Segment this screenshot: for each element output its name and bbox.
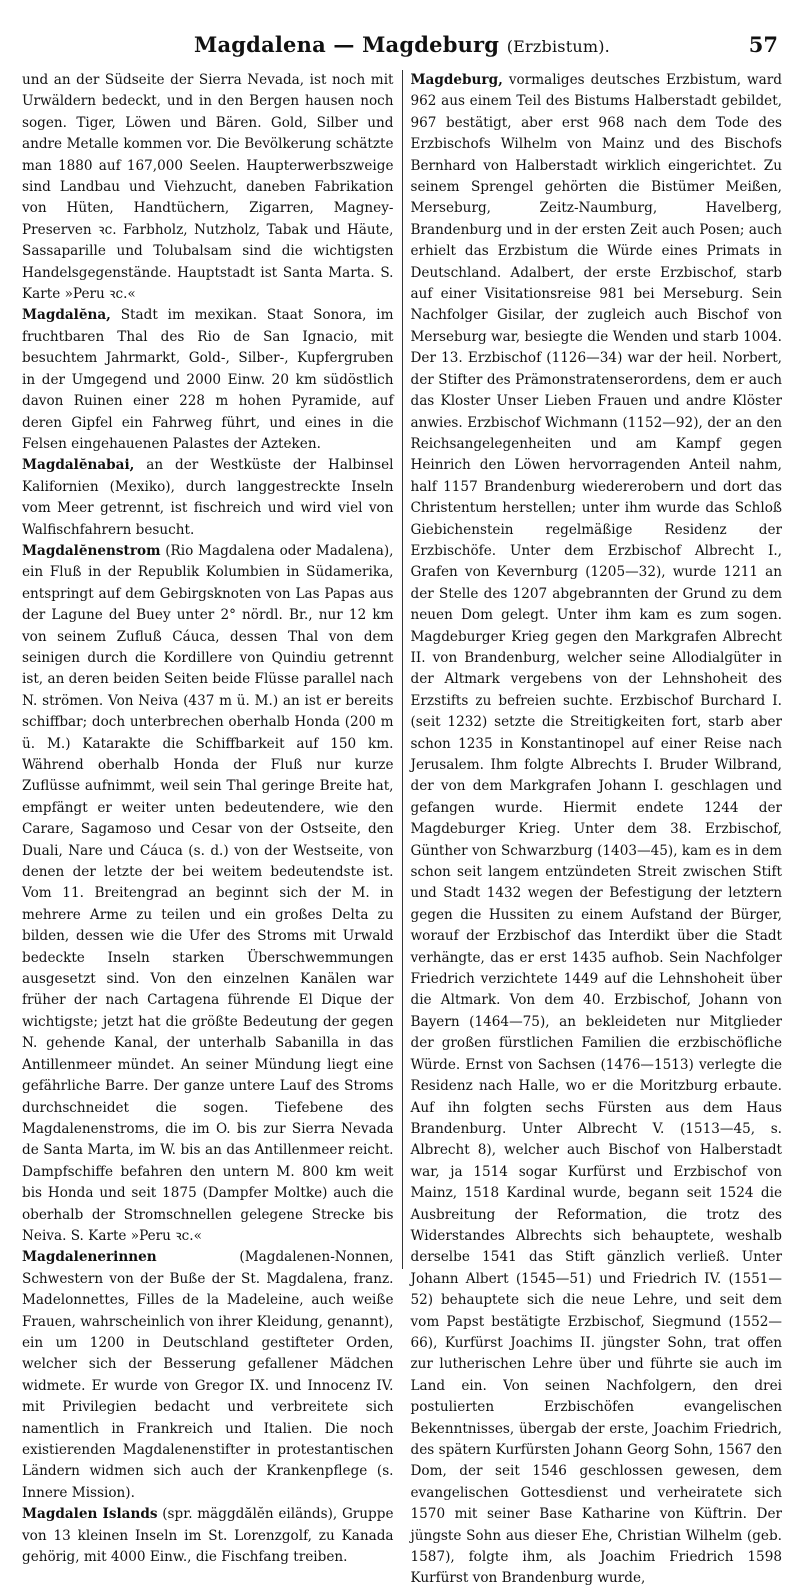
entry-paragraph: [22, 1504, 394, 1568]
entry-text: vormaliges deutsches Erzbistum, ward 962 aus einem Teil des Bistums Halberstadt gebildet, 967 bestätigt, aber erst 968 nach dem Tode des Erzbischofs Wilhelm von Mainz und des Bischofs Bernhard von Halberstadt wirklich eingerichtet. Zu seinem Sprengel gehörten die Bistümer Meißen, Merseburg, Zeitz-Naumburg, Havelberg, Brandenburg und in der ersten Zeit auch Posen; auch erhielt das Erzbistum die Würde eines Primats in Deutschland. Adalbert, der erste Erzbischof, starb auf einer Visitationsreise 981 bei Merseburg. Sein Nachfolger Gisilar, der zugleich auch Bischof von Merseburg war, besiegte die Wenden und starb 1004. Der 13. Erzbischof (1126—34) war der heil. Norbert, der Stifter des Prämonstratenserordens, dem er auch das Kloster Unser Lieben Frauen und andre Klöster anwies. Erzbischof Wichmann (1152—92), der an den Reichsangelegenheiten und am Kampf gegen Heinrich den Löwen hervorragenden Anteil nahm, half 1157 Brandenburg wiedererobern und dort das Christentum herstellen; unter ihm wurde das Schloß Giebichenstein regelmäßige Residenz der Erzbischöfe. Unter dem Erzbischof Albrecht I., Grafen von Kevernburg (1205—32), wurde 1211 an der Stelle des 1207 abgebrannten der Grund zu dem neuen Dom gelegt. Unter ihm kam es zum sogen. Magdeburger Krieg gegen den Markgrafen Albrecht II. von Brandenburg, welcher seine Allodialgüter in der Altmark vergebens von der Lehnshoheit des Erzstifts zu befreien suchte. Erzbischof Burchard I. (seit 1232) setzte die Streitigkeiten fort, starb aber schon 1235 in Konstantinopel auf einer Reise nach Jerusalem. Ihm folgte Albrechts I. Bruder Wilbrand, der von dem Markgrafen Johann I. geschlagen und gefangen wurde. Hiermit endete 1244 der Magdeburger Krieg. Unter dem 38. Erzbischof, Günther von Schwarzburg (1403—45), kam es in dem schon seit langem entzündeten Streit zwischen Stift und Stadt 1432 wegen der Befestigung der letztern gegen die Hussiten zu einem Aufstand der Bürger, worauf der Erzbischof das Interdikt über die Stadt verhängte, das er erst 1435 aufhob. Sein Nachfolger Friedrich verzichtete 1449 auf die Lehnshoheit über die Altmark. Von dem 40. Erzbischof, Johann von Bayern (1464—75), an bekleideten nur Mitglieder der großen fürstlichen Familien die erzbischöfliche Würde. Ernst von Sachsen (1476—1513) verlegte die Residenz nach Halle, wo er die Moritzburg erbaute. Auf ihn folgten sechs Fürsten aus dem Haus Brandenburg. Unter Albrecht V. (1513—45, s. Albrecht 8), welcher auch Bischof von Halberstadt war, ja 1514 sogar Kurfürst und Erzbischof von Mainz, 1518 Kardinal wurde, begann seit 1524 die Ausbreitung der Reformation, die trotz des Widerstandes Albrechts sich behauptete, weshalb derselbe 1541 das Stift gänzlich verließ. Unter Johann Albert (1545—51) und Friedrich IV. (1551—52) behauptete sich die neue Lehre, und seit dem vom Papst bestätigte Erzbischof, Siegmund (1552—66), Kurfürst Joachims II. jüngster Sohn, trat offen zur lutherischen Lehre über und führte sie auch im Land ein. Von seinen Nachfolgern, den drei postulierten Erzbischöfen evangelischen Bekenntnisses, übergab der erste, Joachim Friedrich, des spätern Kurfürsten Johann Georg Sohn, 1567 den Dom, der seit 1546 geschlossen gewesen, dem evangelischen Gottesdienst und verheiratete sich 1570 mit seiner Base Katharine von Küftrin. Der jüngste Sohn aus dieser Ehe, Christian Wilhelm (geb. 1587), folgte ihm, als Joachim Friedrich 1598 Kurfürst von Brandenburg wurde,: [410, 72, 782, 1587]
entry-paragraph: [22, 1247, 394, 1504]
entry-lemma: Magdalĕna,: [22, 307, 111, 324]
entry-paragraph: [22, 70, 394, 305]
entry-lemma: Magdalĕnenstrom: [22, 542, 161, 559]
running-title-sub: (Erzbistum).: [506, 37, 610, 56]
entry-text: (Magdalenen-Nonnen, Schwestern von der Buße der St. Magdalena, franz. Madelonnettes, Filles de la Madeleine, auch weiße Frauen, wahrscheinlich von ihrer Kleidung, genannt), ein um 1200 in Deutschland gestifteter Orden, welcher sich der Besserung gefallener Mädchen widmete. Er wurde von Gregor IX. und Innocenz IV. mit Privilegien bedacht und verbreitete sich namentlich in Frankreich und Italien. Die noch existierenden Magdalenenstifter in protestantischen Ländern widmen sich auch der Krankenpflege (s. Innere Mission).: [22, 1249, 394, 1501]
entry-text: Stadt im mexikan. Staat Sonora, im fruchtbaren Thal des Rio de San Ignacio, mit besuchtem Jahrmarkt, Gold-, Silber-, Kupfergruben in der Umgegend und 2000 Einw. 20 km südöstlich davon Ruinen einer 228 m hohen Pyramide, auf deren Gipfel ein Fahrweg führt, und eines in die Felsen eingehauenen Palastes der Azteken.: [22, 307, 394, 452]
entry-paragraph: [22, 455, 394, 541]
entry-lemma: Magdalĕnabai,: [22, 457, 135, 474]
running-title: [22, 32, 782, 57]
column-divider: [402, 70, 403, 1269]
entry-paragraph: [22, 305, 394, 455]
entry-lemma: Magdalen Islands: [22, 1506, 158, 1523]
page-number: 57: [748, 32, 778, 57]
entry-text: (spr. mäggdălĕn eiländs), Gruppe von 13 kleinen Inseln im St. Lorenzgolf, zu Kanada gehörig, mit 4000 Einw., die Fischfang treiben.: [22, 1506, 394, 1566]
entry-lemma: Magdeburg,: [410, 72, 503, 88]
left-column: [22, 70, 394, 1566]
page-header: [22, 28, 782, 62]
entry-text: und an der Südseite der Sierra Nevada, ist noch mit Urwäldern bedeckt, und in den Bergen hausen noch sogen. Tiger, Löwen und Bären. Gold, Silber und andre Metalle kommen vor. Die Bevölkerung schätzte man 1880 auf 167,000 Seelen. Haupterwerbszweige sind Landbau und Viehzucht, daneben Fabrikation von Hüten, Handtüchern, Zigarren, Magney-Preserven ꝛc. Farbholz, Nutzholz, Tabak und Häute, Sassaparille und Tolubalsam sind die wichtigsten Handelsgegenstände. Hauptstadt ist Santa Marta. S. Karte »Peru ꝛc.«: [22, 72, 394, 303]
entry-paragraph: [411, 70, 783, 1590]
entry-paragraph: [22, 541, 394, 1247]
entry-lemma: Magdalenerinnen: [22, 1249, 157, 1266]
entry-text: (Rio Magdalena oder Madalena), ein Fluß in der Republik Kolumbien in Südamerika, entspringt auf dem Gebirgsknoten von Las Papas aus der Lagune del Buey unter 2° nördl. Br., nur 12 km von seinem Zufluß Cáuca, dessen Thal von dem seinigen durch die Kordillere von Quindiu getrennt ist, an deren beiden Seiten beide Flüsse parallel nach N. strömen. Von Neiva (437 m ü. M.) an ist er bereits schiffbar; doch unterbrechen oberhalb Honda (200 m ü. M.) Katarakte die Schiffbarkeit auf 150 km. Während oberhalb Honda der Fluß nur kurze Zuflüsse aufnimmt, weil sein Thal geringe Breite hat, empfängt er weiter unten bedeutendere, wie den Carare, Sagamoso und Cesar von der Ostseite, den Duali, Nare und Cáuca (s. d.) von der Westseite, von denen der letzte der bei weitem bedeutendste ist. Vom 11. Breitengrad an beginnt sich der M. in mehrere Arme zu teilen und ein großes Delta zu bilden, dessen wie die Ufer des Stroms mit Urwald bedeckte Inseln starken Überschwemmungen ausgesetzt sind. Von den einzelnen Kanälen war früher der nach Cartagena führende El Dique der wichtigste; jetzt hat die größte Bedeutung der gegen N. gehende Kanal, der unterhalb Sabanilla in das Antillenmeer mündet. An seiner Mündung liegt eine gefährliche Barre. Der ganze untere Lauf des Stroms durchschneidet die sogen. Tiefebene des Magdalenenstroms, die im O. bis zur Sierra Nevada de Santa Marta, im W. bis an das Antillenmeer reicht. Dampfschiffe befahren den untern M. 800 km weit bis Honda und seit 1875 (Dampfer Moltke) auch die oberhalb der Stromschnellen gelegene Strecke bis Neiva. S. Karte »Peru ꝛc.«: [22, 542, 394, 1244]
right-column: [410, 70, 783, 1587]
text-columns: [22, 70, 782, 1587]
entry-text: an der Westküste der Halbinsel Kalifornien (Mexiko), durch langgestreckte Inseln vom Meer getrennt, ist fischreich und wird viel von Walfischfahrern besucht.: [22, 457, 394, 538]
running-title-main: Magdalena — Magdeburg: [194, 32, 500, 57]
